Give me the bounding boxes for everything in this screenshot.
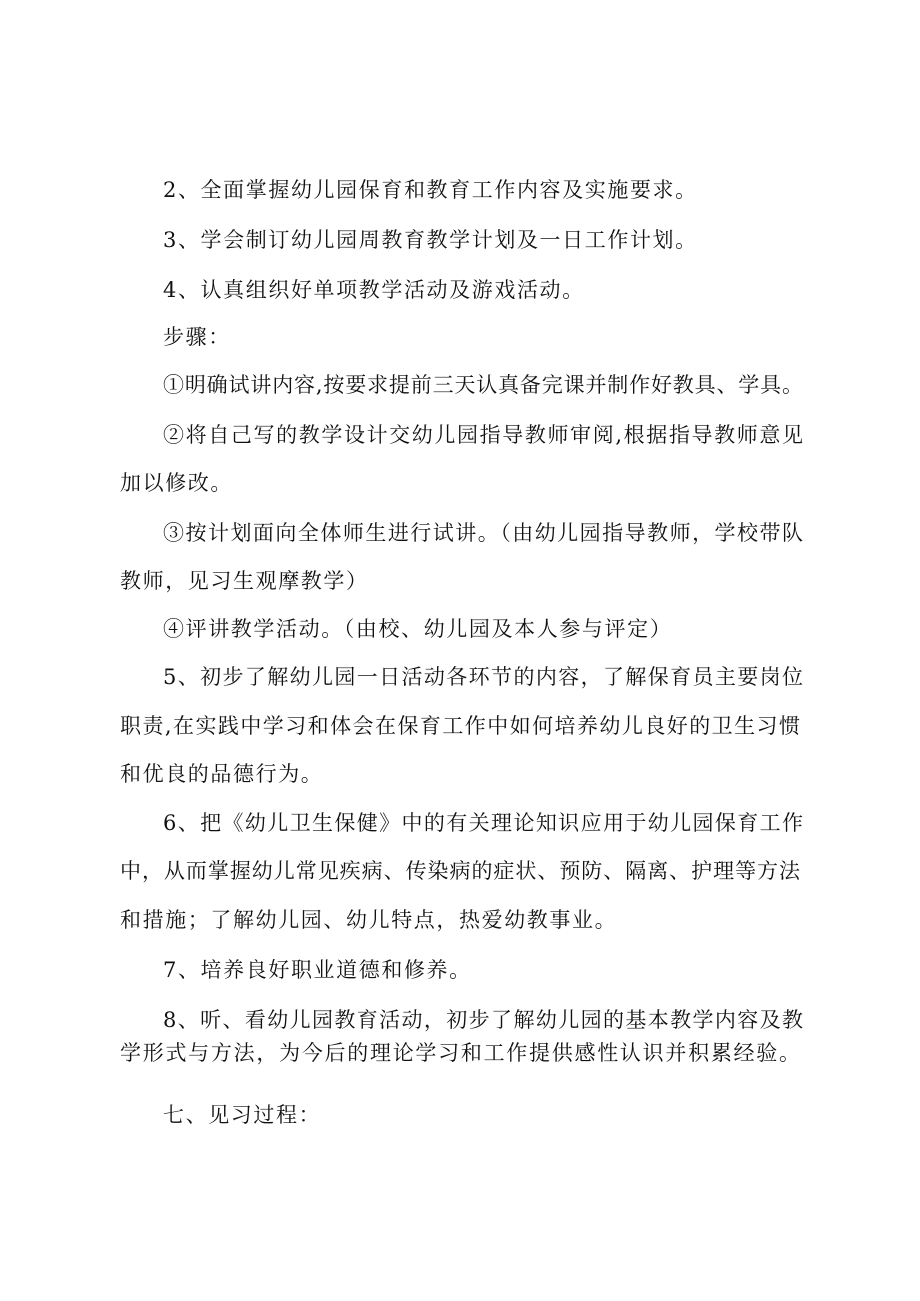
item-8-line-1: 8、听、看幼儿园教育活动，初步了解幼儿园的基本教学内容及教	[163, 1008, 803, 1032]
step-3-line-2: 教师，见习生观摩教学）	[120, 569, 369, 593]
step-4-line: ④评讲教学活动。（由校、幼儿园及本人参与评定）	[163, 617, 673, 641]
steps-heading: 步骤：	[163, 325, 231, 349]
item-6-line-3: 和措施；了解幼儿园、幼儿特点，热爱幼教事业。	[120, 908, 618, 932]
item-5-line-3: 和优良的品德行为。	[120, 762, 324, 786]
item-2-line: 2、全面掌握幼儿园保育和教育工作内容及实施要求。	[163, 178, 698, 202]
item-3-line: 3、学会制订幼儿园周教育教学计划及一日工作计划。	[163, 228, 698, 252]
step-3-line-1: ③按计划面向全体师生进行试讲。（由幼儿园指导教师，学校带队	[163, 521, 803, 545]
item-5-line-2: 职责,在实践中学习和体会在保育工作中如何培养幼儿良好的卫生习惯	[120, 714, 800, 738]
item-6-line-2: 中，从而掌握幼儿常见疾病、传染病的症状、预防、隔离、护理等方法	[120, 859, 800, 883]
item-7-line: 7、培养良好职业道德和修养。	[163, 958, 472, 982]
item-6-line-1: 6、把《幼儿卫生保健》中的有关理论知识应用于幼儿园保育工作	[163, 811, 803, 835]
section-7-heading: 七、见习过程：	[163, 1103, 322, 1127]
item-8-line-2: 学形式与方法，为今后的理论学习和工作提供感性认识并积累经验。	[120, 1041, 800, 1065]
step-1-line: ①明确试讲内容,按要求提前三天认真备完课并制作好教具、学具。	[163, 373, 803, 397]
step-2-line-1: ②将自己写的教学设计交幼儿园指导教师审阅,根据指导教师意见	[163, 423, 803, 447]
step-2-line-2: 加以修改。	[120, 471, 233, 495]
item-5-line-1: 5、初步了解幼儿园一日活动各环节的内容，了解保育员主要岗位	[163, 665, 803, 689]
item-4-line: 4、认真组织好单项教学活动及游戏活动。	[163, 278, 585, 302]
